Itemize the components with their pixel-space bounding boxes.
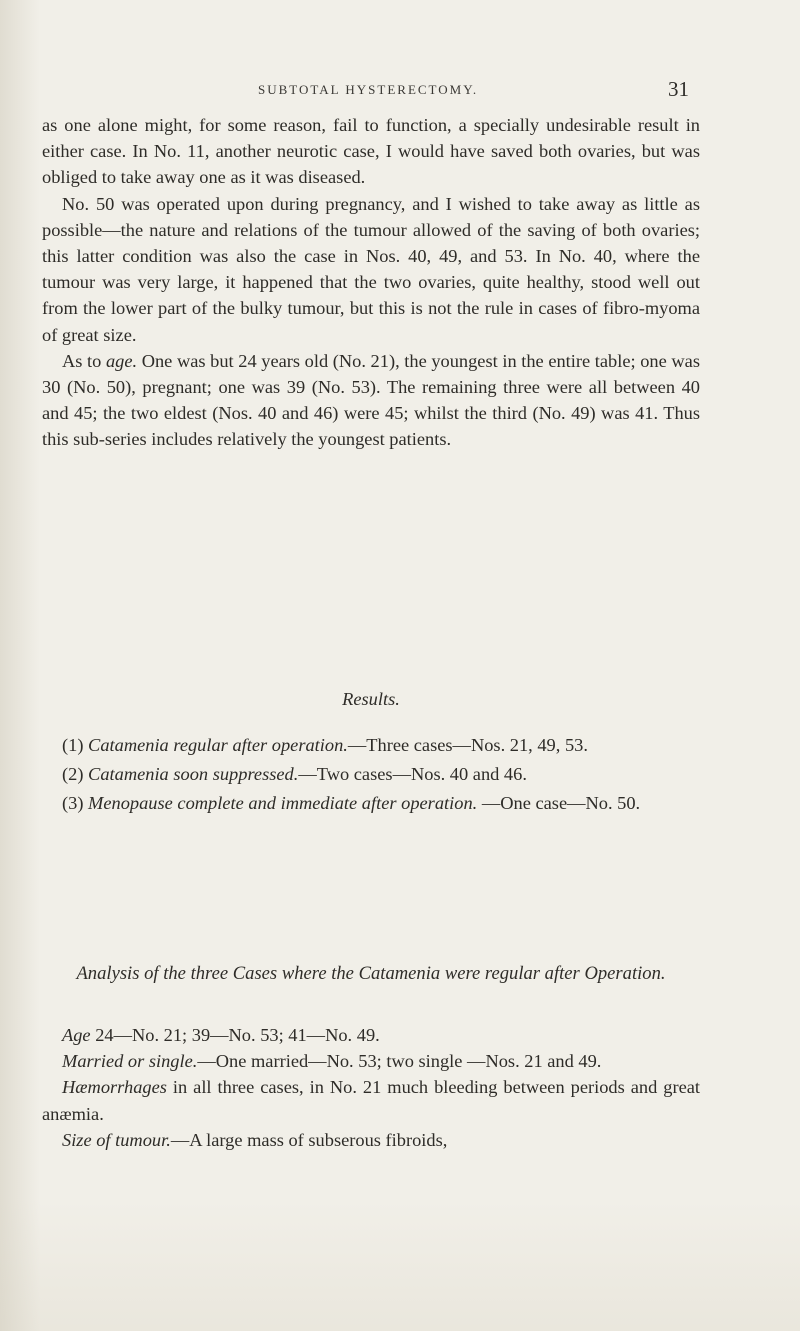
analysis-label: Age <box>62 1025 91 1045</box>
result-number: (2) <box>62 764 89 785</box>
result-title: Menopause complete and immediate after operation. <box>88 793 478 814</box>
analysis-item <box>42 1048 700 1074</box>
analysis-detail: in all three cases, in No. 21 much bleeding between periods and great anæmia. <box>42 1077 700 1124</box>
analysis-item <box>42 1127 700 1153</box>
analysis-detail: —One married—No. 53; two single —Nos. 21 and 49. <box>197 1051 602 1072</box>
paragraph-age <box>42 348 700 453</box>
result-detail: —Three cases—Nos. 21, 49, 53. <box>347 735 588 755</box>
result-number: (1) <box>62 735 89 755</box>
analysis-label: Size of tumour. <box>62 1129 171 1150</box>
analysis-detail: 24—No. 21; 39—No. 53; 41—No. 49. <box>90 1025 380 1045</box>
result-title: Catamenia soon suppressed. <box>88 764 299 785</box>
analysis-item <box>42 1074 700 1126</box>
analysis-heading-text: Analysis of the three Cases where the Catamenia were regular after Operation. <box>76 963 666 984</box>
results-list <box>42 732 700 820</box>
result-item <box>42 732 700 758</box>
analysis-list <box>42 1022 700 1153</box>
analysis-item <box>42 1022 700 1048</box>
analysis-label: Married or single. <box>62 1051 198 1072</box>
age-keyword: age. <box>105 350 138 371</box>
result-detail: —Two cases—Nos. 40 and 46. <box>298 764 527 785</box>
paragraph-continued: as one alone might, for some reason, fail to function, a specially undesirable result in either case. In No. 11, another neurotic case, I would have saved both ovaries, but was obliged to take away one as it was diseased. <box>42 115 700 188</box>
analysis-detail: —A large mass of subserous fibroids, <box>170 1129 448 1150</box>
age-text: One was but 24 years old (No. 21), the youngest in the entire table; one was 30 (No. 50), pregnant; one was 39 (No. 53). The remaining three were all between 40 and 45; the two eldest (Nos. 40 and 46) were 45; whilst the third (No. 49) was 41. Thus this sub-series includes relatively the youngest patients. <box>42 350 700 450</box>
result-title: Catamenia regular after operation. <box>88 735 348 755</box>
result-detail: —One case—No. 50. <box>477 793 641 814</box>
age-lead: As to <box>62 350 106 371</box>
page-number: 31 <box>668 77 689 101</box>
result-item <box>42 790 700 816</box>
body-text <box>42 112 700 453</box>
results-heading: Results. <box>342 689 400 709</box>
analysis-label: Hæmorrhages <box>62 1077 167 1098</box>
paragraph-no50: No. 50 was operated upon during pregnancy, and I wished to take away as little as possible—the nature and relations of the tumour allowed of the saving of both ovaries; this latter condition was also the case in Nos. 40, 49, and 53. In No. 40, where the tumour was very large, it happened that the two ovaries, quite healthy, stood well out from the lower part of the bulky tumour, but this is not the rule in cases of fibro-myoma of great size. <box>42 193 700 345</box>
result-item <box>42 761 700 787</box>
result-number: (3) <box>62 793 89 814</box>
running-head: SUBTOTAL HYSTERECTOMY. <box>258 82 479 97</box>
analysis-heading <box>42 960 700 987</box>
